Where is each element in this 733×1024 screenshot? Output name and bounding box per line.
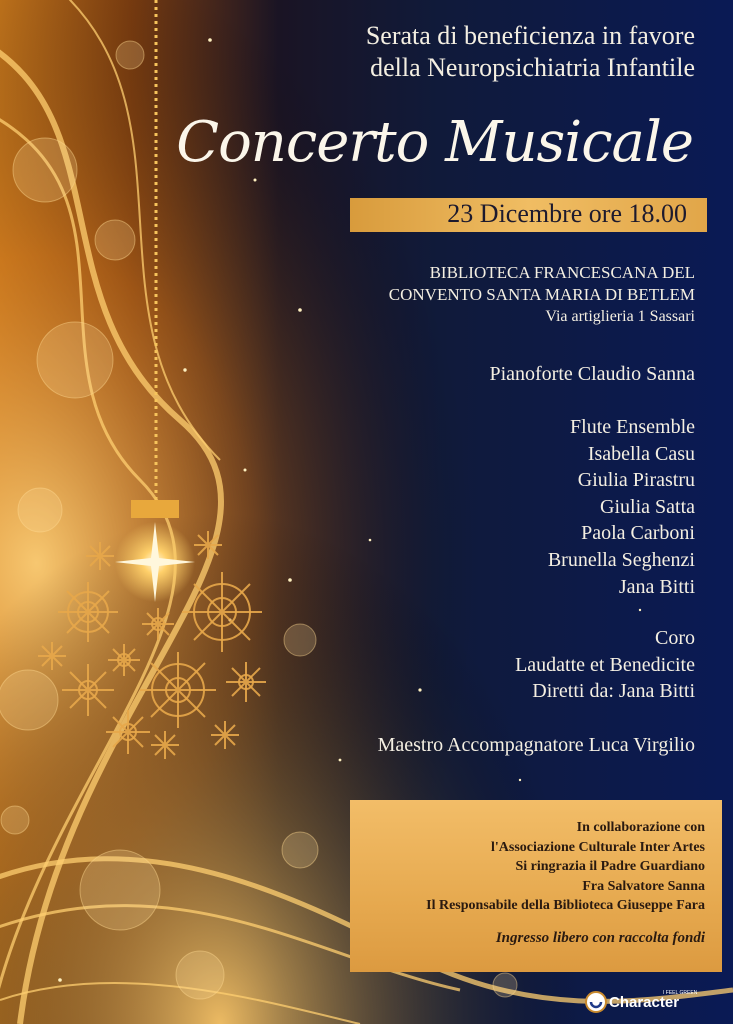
- credit-line: Il Responsabile della Biblioteca Giuseppe Fara: [426, 898, 705, 913]
- flute-member: Brunella Seghenzi: [547, 548, 695, 571]
- logo-tagline: I FEEL GREEN: [663, 990, 698, 996]
- event-subtitle: [366, 20, 695, 84]
- coro-director: Diretti da: Jana Bitti: [532, 680, 695, 703]
- coro-block: [515, 625, 695, 705]
- coro-heading: Coro: [655, 627, 695, 649]
- venue-address: Via artiglieria 1 Sassari: [545, 308, 695, 325]
- character-logo: [585, 988, 705, 1014]
- maestro-credit: Maestro Accompagnatore Luca Virgilio: [377, 734, 695, 756]
- flute-member: Giulia Pirastru: [577, 469, 695, 492]
- flute-heading: Flute Ensemble: [570, 416, 695, 438]
- credit-line: Si ringrazia il Padre Guardiano: [515, 859, 705, 874]
- venue-block: [389, 262, 695, 328]
- flute-member: Paola Carboni: [581, 522, 695, 545]
- credits-text: [426, 818, 705, 916]
- free-entry-note: Ingresso libero con raccolta fondi: [495, 930, 705, 946]
- credit-line: l'Associazione Culturale Inter Artes: [491, 839, 705, 855]
- subtitle-line-1: Serata di beneficienza in favore: [365, 21, 695, 50]
- pianoforte-credit: Pianoforte Claudio Sanna: [489, 363, 695, 385]
- flute-member: Jana Bitti: [618, 575, 695, 598]
- concert-title: Concerto Musicale: [176, 110, 693, 175]
- subtitle-line-2: della Neuropsichiatria Infantile: [370, 53, 695, 82]
- coro-name: Laudatte et Benedicite: [515, 653, 695, 676]
- flute-ensemble: [548, 414, 695, 600]
- venue-line-1: BIBLIOTECA FRANCESCANA DEL: [429, 263, 695, 282]
- credit-line: Fra Salvatore Sanna: [582, 878, 705, 894]
- flute-member: Giulia Satta: [600, 495, 695, 518]
- flute-member: Isabella Casu: [587, 442, 695, 465]
- event-date: 23 Dicembre ore 18.00: [447, 199, 687, 228]
- credit-line: In collaborazione con: [576, 820, 705, 835]
- venue-line-2: CONVENTO SANTA MARIA DI BETLEM: [388, 285, 695, 304]
- logo-wordmark: Character: [609, 994, 680, 1011]
